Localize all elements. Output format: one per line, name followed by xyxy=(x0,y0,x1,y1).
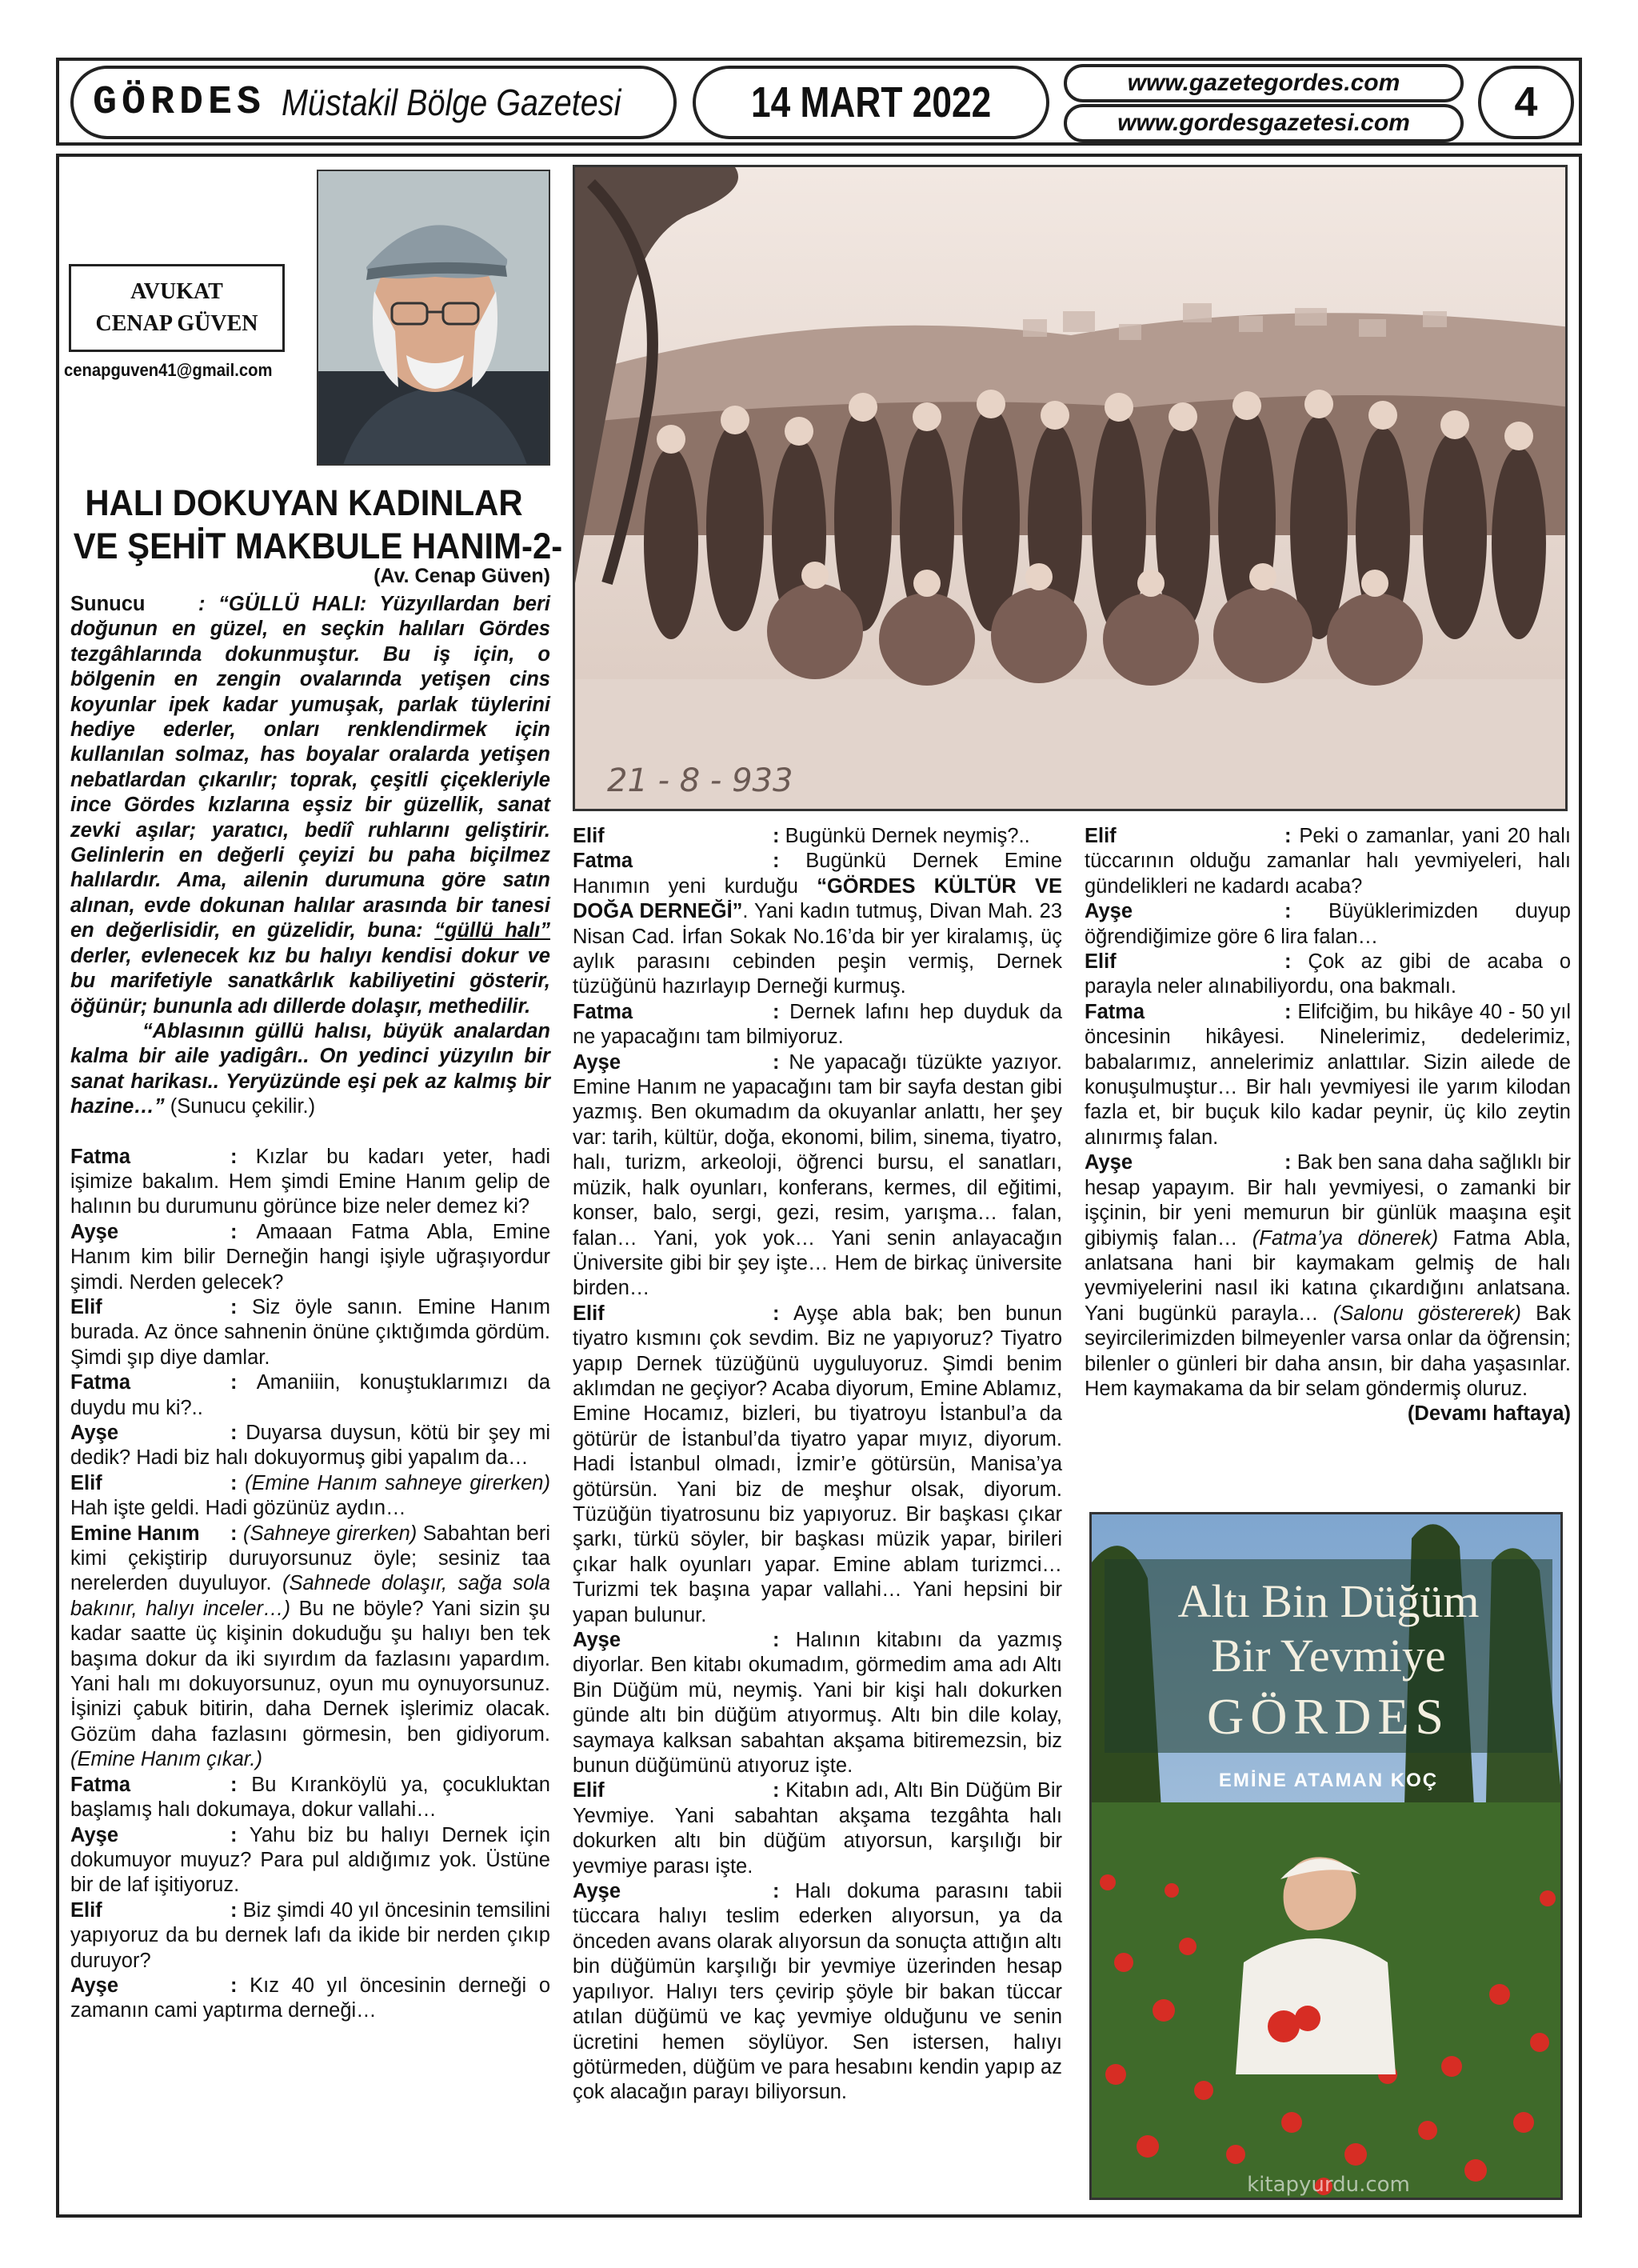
underlined-term: “güllü halı” xyxy=(434,919,550,942)
speaker-label: Sunucu xyxy=(70,593,146,615)
book-title-line-2: Bir Yevmiye xyxy=(1211,1630,1446,1682)
article-headline xyxy=(56,482,563,568)
masthead xyxy=(70,66,677,139)
continued-next-week: (Devamı haftaya) xyxy=(1407,1402,1571,1426)
article-column-2 xyxy=(573,824,1062,2106)
dialogue-line: Elif : Ayşe abla bak; ben bunun tiyatro kısmını çok sevdim. Biz ne yapıyoruz? Tiyatro yapıp Dernek tüzüğünü uyguluyoruz. Şimdi benim aklımdan ne geçiyor? Acaba diyorum, Emine Ablamız, Emine Hocamız, bizleri, bu tiyatroyu İstanbul’a da götürür de İstanbul’da tiyatro yapar mıyız, diyorum. Hadi İstanbul olmadı, İzmir’e götürsün, Manisa’ya götürsün. Yani biz de meşhur olsak, diyorum. Tüzüğün tiyatrosunu biz yapıyoruz. Bir başkası çıkar şarkı, türkü söyler, bir başkası müzik yapar, birileri çıkar halk oyunları yapar. Emine ablam turizmci… Turizmi tek başına yapar vallahi… Yani hepsini bir yapan bulunur. xyxy=(573,1302,1063,1626)
headline-line-1: HALI DOKUYAN KADINLAR xyxy=(85,482,523,523)
article-column-1 xyxy=(70,592,550,2024)
dialogue-line: Elif : Biz şimdi 40 yıl öncesinin temsilini yapıyoruz da bu dernek lafı da ikide bir nerden çıkıp duruyor? xyxy=(70,1898,550,1972)
association-name: “GÖRDES KÜLTÜR VE DOĞA DERNEĞİ” xyxy=(573,874,1062,923)
dialogue-line: Fatma : Bu Kıranköylü ya, çocukluktan başlamış halı dokumaya, dokur vallahi… xyxy=(70,1773,550,1822)
dialogue-line: Elif : Peki o zamanlar, yani 20 halı tüccarının olduğu zamanlar halı yevmiyeleri, halı gündelikleri ne kadardı acaba? xyxy=(1085,825,1571,898)
author-email: cenapguven41@gmail.com xyxy=(64,360,273,380)
dialogue-line: Elif : Siz öyle sanın. Emine Hanım burada. Az önce sahnenin önüne çıktığımda gördüm. Şimdi şıp diye damlar. xyxy=(70,1295,550,1369)
book-watermark: kitapyurdu.com xyxy=(1247,2173,1410,2197)
dialogue-line: Elif : Çok az gibi de acaba o parayla neler alınabiliyordu, ona bakmalı. xyxy=(1085,950,1572,998)
article-author: (Av. Cenap Güven) xyxy=(374,565,550,587)
dialogue-line: Ayşe : Bak ben sana daha sağlıklı bir hesap yapayım. Bir halı yevmiyesi, o zamanki bir işçinin, bir yeni memurun bir günlük maaşına eşit gibiymiş falan… (Fatma’ya dönerek) Fatma Abla, anlatsana hani bir kaymakam gelmiş de halı yevmiyelerini nasıl iki katına çıkardığını anlatsana. Yani bugünkü parayla… (Salonu göstererek) Bak seyircilerimizden bilmeyenler varsa onlar da öğrensin; bilenler o günleri bir daha ansın, bir daha yaşasınlar. Hem kaymakama da bir selam göndermiş oluruz. xyxy=(1085,1151,1572,1400)
date-text: 14 MART 2022 xyxy=(750,78,992,126)
dialogue-line: Elif : (Emine Hanım sahneye girerken) Hah işte geldi. Hadi gözünüz aydın… xyxy=(70,1471,550,1520)
dialogue-line: Emine Hanım : (Sahneye girerken) Sabahtan beri kimi çekiştirip duruyorsunuz öyle; sesiniz taa nerelerden duyuluyor. (Sahnede dolaşır, sağa sola bakınır, halıyı inceler…) Bu ne böyle? Yani sizin şu kadar saatte üç kişinin dokuduğu şu halıyı ben tek başıma dokur da iki sıyırdım da fazlasını yapardım. Yani halı mı dokuyorsunuz, oyun mu oynuyorsunuz. İşinizi çabuk bitirin, daha Dernek işlerimiz olacak. Gözüm daha fazlasını görmesin, ben gidiyorum. (Emine Hanım çıkar.) xyxy=(70,1522,550,1771)
intro-paragraph: Sunucu : “GÜLLÜ HALI: Yüzyıllardan beri doğunun en güzel, en seçkin halıları Gördes tezgâhlarında dokunmuştur. Bu iş için, o bölgenin en zengin ovalarında yetişen cins koyunlar ipek kadar yumuşak, parlak tüylerini hediye ederler, onları renklendirmek için kullanılan solmaz, has boyalar oralarda yetişen nebatlardan çıkarılır; toprak, çeşitli çiçekleriyle ince Gördes kızlarına eşsiz bir güzellik, sanat zevki aşılar; yaratıcı, bediî ruhlarını geliştirir. Gelinlerin en değerli çeyizi bu paha biçilmez halılardır. Ama, ailenin durumuna göre satın alınan, evde dokunan halılar arasında bir tanesi en değerlisidir, en güzelidir, buna: “güllü halı” derler, evlenecek kız bu halıyı kendisi dokur ve bu marifetiyle sanatkârlık kabiliyetini gösterir, öğünür; bununla adı dillerde dolaşır, methedilir. xyxy=(70,593,551,1018)
book-title-line-1: Altı Bin Düğüm xyxy=(1177,1575,1480,1627)
dialogue-line: Ayşe : Duyarsa duysun, kötü bir şey mi dedik? Hadi biz halı dokuyormuş gibi yapalım da… xyxy=(70,1422,550,1470)
page-number: 4 xyxy=(1478,66,1574,139)
website-link-2: www.gordesgazetesi.com xyxy=(1064,104,1464,142)
portrait-image xyxy=(318,171,550,466)
byline-name: CENAP GÜVEN xyxy=(95,311,258,336)
book-title-line-3: GÖRDES xyxy=(1206,1688,1451,1745)
article-column-3 xyxy=(1085,824,1571,1427)
paper-subtitle: Müstakil Bölge Gazetesi xyxy=(282,82,621,123)
byline-box xyxy=(69,264,285,352)
dialogue-line: Fatma : Dernek lafını hep duyduk da ne yapacağını tam bilmiyoruz. xyxy=(573,1000,1063,1049)
headline-line-2: VE ŞEHİT MAKBULE HANIM-2- xyxy=(73,526,563,566)
dialogue-line: Fatma : Elifciğim, bu hikâye 40 - 50 yıl öncesinin hikâyesi. Ninelerimiz, dedelerimiz, babalarımız, annelerimiz anlattılar. Sizin ailede de konuşulmuştur… Bir halı yevmiyesi ile yarım kilodan fazla et, bir buçuk kilo kadar peynir, üç kilo zeytin alınırmış falan. xyxy=(1085,1000,1571,1149)
dialogue-line: Ayşe : Ne yapacağı tüzükte yazıyor. Emine Hanım ne yapacağını tam bir sayfa destan gibi yazmış. Ben okumadım da okuyanlar anlattı, her şey var: tarih, kültür, doğa, ekonomi, bilim, sinema, tiyatro, halı, turizm, arkeoloji, öğrenci bursu, el sanatları, müzik, halk oyunları, konferans, kermes, dil eğitimi, konser, balo, sergi, gezi, resim, yarışma… falan, falan… Yani, yok yok… Yani senin anlayacağın Üniversite gibi bir şey işte… Hem de birkaç üniversite birden… xyxy=(573,1050,1062,1300)
byline-title: AVUKAT xyxy=(130,279,223,304)
dialogue-line: Elif : Bugünkü Dernek neymiş?.. xyxy=(573,825,1030,847)
author-portrait xyxy=(317,170,550,466)
dialogue-line: Ayşe : Büyüklerimizden duyup öğrendiğimize göre 6 lira falan… xyxy=(1085,900,1571,948)
dialogue-line: Ayşe : Amaaan Fatma Abla, Emine Hanım kim bilir Derneğin hangi işiyle uğraşıyordur şimdi. Nerden gelecek? xyxy=(70,1220,550,1294)
dialogue-line: Fatma : Amaniiin, konuştuklarımızı da duydu mu ki?.. xyxy=(70,1371,550,1419)
paper-name: GÖRDES xyxy=(93,79,266,126)
book-author: EMİNE ATAMAN KOÇ xyxy=(1218,1770,1439,1791)
dialogue-line: Fatma : Bugünkü Dernek Emine Hanımın yeni kurduğu “GÖRDES KÜLTÜR VE DOĞA DERNEĞİ”. Yani kadın tutmuş, Divan Mah. 23 Nisan Cad. İrfan Sokak No.16’da bir yer kiralamış, üç aylık parasını cebinden peşin vermiş, Dernek tüzüğünü hazırlayıp Derneği kurmuş. xyxy=(573,850,1062,998)
website-link-1: www.gazetegordes.com xyxy=(1064,64,1464,102)
book-cover xyxy=(1089,1512,1563,2200)
dialogue-line: Elif : Kitabın adı, Altı Bin Düğüm Bir Yevmiye. Yani sabahtan akşama tezgâhta halı dokurken altı bin düğüm atıyorsun, karşılığı bir yevmiye parası işte. xyxy=(573,1779,1062,1878)
dialogue-line: Fatma : Kızlar bu kadarı yeter, hadi işimize bakalım. Hem şimdi Emine Hanım gelip de halının bu durumunu görünce bize neler demez ki? xyxy=(70,1145,550,1218)
quote-paragraph: “Ablasının güllü halısı, büyük analardan kalma bir aile yadigârı.. On yedinci yüzyılın bir sanat harikası.. Yeryüzünde eşi pek az kalmış bir hazine…” (Sunucu çekilir.) xyxy=(70,1019,550,1118)
dialogue-line: Ayşe : Yahu biz bu halıyı Dernek için dokumuyor muyuz? Para pul aldığımız yok. Üstüne bir de laf işitiyoruz. xyxy=(70,1823,551,1897)
issue-date xyxy=(693,66,1049,139)
dialogue-line: Ayşe : Halının kitabını da yazmış diyorlar. Ben kitabı okumadım, görmedim ama adı Altı Bin Düğüm mü, neymiş. Yani bir kişi halı dokurken günde altı bin düğüm atıyormuş. Altı bin dile kolay, saymaya kalksan sabahtan akşama bitiremezsin, biz bunun düğümünü atıyoruz işte. xyxy=(573,1629,1063,1778)
group-photo-image xyxy=(575,167,1568,811)
dialogue-line: Ayşe : Halı dokuma parasını tabii tüccara halıyı teslim ederken alıyorsun, ya da önceden avans olarak alıyorsun da sonuçta attığın altı bin düğümün karşılığı bir yevmiye üzerinden hesap yapılıyor. Halıyı ters çevirip şöyle bir bakan tüccar atılan düğümü ve kaç yevmiye olduğunu ve senin ücretini hemen söylüyor. Sen istersen, halıyı götürmeden, düğüm ve para hesabını kendin yapıp az çok alacağın parayı biliyorsun. xyxy=(573,1880,1062,2104)
photo-handwritten-date: 21 - 8 - 933 xyxy=(607,762,793,799)
book-cover-image xyxy=(1092,1514,1563,2200)
historic-group-photo xyxy=(573,165,1568,811)
dialogue-line: Ayşe : Kız 40 yıl öncesinin derneği o zamanın cami yaptırma derneği… xyxy=(70,1974,551,2022)
